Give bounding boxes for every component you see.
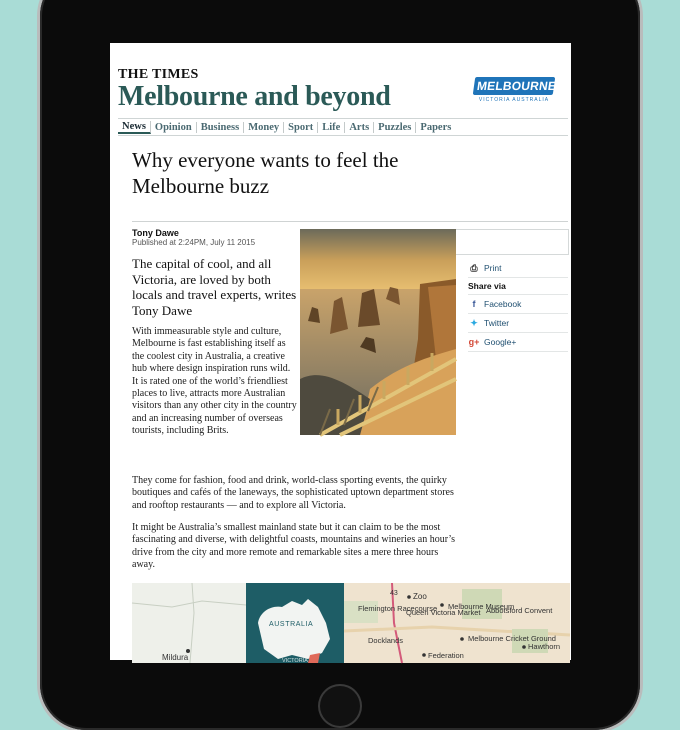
map-label-australia: AUSTRALIA xyxy=(269,621,314,628)
nav-item-business[interactable]: Business xyxy=(197,122,245,133)
publish-timestamp: Published at 2:24PM, July 11 2015 xyxy=(132,238,256,247)
section-nav xyxy=(118,118,568,136)
map-label-mcg: Melbourne Cricket Ground xyxy=(468,634,556,643)
map-label-docklands: Docklands xyxy=(368,636,404,645)
facebook-label: Facebook xyxy=(484,299,522,309)
headline-divider xyxy=(132,221,568,222)
map-label-federation: Federation xyxy=(428,651,464,660)
map-label-road: 43 xyxy=(390,590,398,597)
googleplus-label: Google+ xyxy=(484,337,517,347)
article-paragraph: They come for fashion, food and drink, world-class sporting events, the quirky boutiques and cafés of the laneways, the sophisticated uptown department stores and rooftop restaurants — and to explore all Victoria. xyxy=(132,475,454,511)
twitter-label: Twitter xyxy=(484,318,510,328)
share-panel xyxy=(468,259,568,352)
nav-item-life[interactable]: Life xyxy=(318,122,345,133)
print-label: Print xyxy=(484,263,502,273)
nav-item-sport[interactable]: Sport xyxy=(284,122,318,133)
article-photo-coastline[interactable] xyxy=(300,229,456,435)
map-label-mildura: Mildura xyxy=(162,653,189,662)
map-label-hawthorn: Hawthorn xyxy=(528,642,561,651)
map-label-victoria: VICTORIA xyxy=(282,658,308,664)
article-standfirst: The capital of cool, and all Victoria, are loved by both locals and travel experts, writes Tony Dawe xyxy=(132,256,297,318)
map-label-flemington: Flemington Racecourse xyxy=(358,604,438,613)
printer-icon: ⎙ xyxy=(470,262,478,273)
article-paragraph: It might be Australia’s smallest mainland state but it can claim to be the most fascinating and diverse, with delightful coasts, mountains and wineries an hour’s drive from the city and more remote and remarkable sites a mere three hours away. xyxy=(132,522,456,571)
partner-logo-sub: VICTORIA AUSTRALIA xyxy=(478,97,550,103)
nav-item-opinion[interactable]: Opinion xyxy=(151,122,197,133)
share-panel-header xyxy=(456,229,569,255)
nav-item-money[interactable]: Money xyxy=(244,122,284,133)
share-facebook-link[interactable] xyxy=(468,295,568,314)
map-label-museum: Melbourne Museum xyxy=(448,602,515,611)
home-button[interactable] xyxy=(318,684,362,728)
article-screen xyxy=(110,43,571,664)
map-label-abbotsford: Abbotsford Convent xyxy=(486,606,553,615)
edition-title: Melbourne and beyond xyxy=(118,81,391,112)
maps-strip[interactable] xyxy=(132,583,570,663)
map-label-zoo: Zoo xyxy=(413,592,427,601)
nav-item-news[interactable]: News xyxy=(118,121,151,134)
map-label-qvm: Queen Victoria Market xyxy=(406,608,481,617)
author-name[interactable]: Tony Dawe xyxy=(132,228,179,238)
twitter-icon: ✦ xyxy=(470,317,478,328)
article-paragraph: With immeasurable style and culture, Melbourne is fast establishing itself as the coolest city in Australia, a creative hub where design inspiration runs wild. It is rated one of the world’s friendliest places to live, attracts more Australian visitors than any other city in the country and an increasing number of overseas tourists, including Brits. xyxy=(132,326,297,437)
nav-item-arts[interactable]: Arts xyxy=(345,122,374,133)
nav-item-puzzles[interactable]: Puzzles xyxy=(374,122,416,133)
publication-name: THE TIMES xyxy=(118,67,199,82)
share-via-heading: Share via xyxy=(468,278,568,295)
partner-logo[interactable] xyxy=(474,77,558,103)
maps-graphic xyxy=(132,583,570,663)
nav-item-papers[interactable]: Papers xyxy=(420,121,452,133)
share-googleplus-link[interactable] xyxy=(468,333,568,352)
article-headline: Why everyone wants to feel the Melbourne buzz xyxy=(132,148,399,198)
partner-logo-word: MELBOURNE xyxy=(473,77,556,95)
share-twitter-link[interactable] xyxy=(468,314,568,333)
googleplus-icon: g+ xyxy=(468,337,480,347)
print-link[interactable] xyxy=(468,259,568,278)
facebook-icon: f xyxy=(472,299,476,309)
coastline-image xyxy=(300,229,456,435)
